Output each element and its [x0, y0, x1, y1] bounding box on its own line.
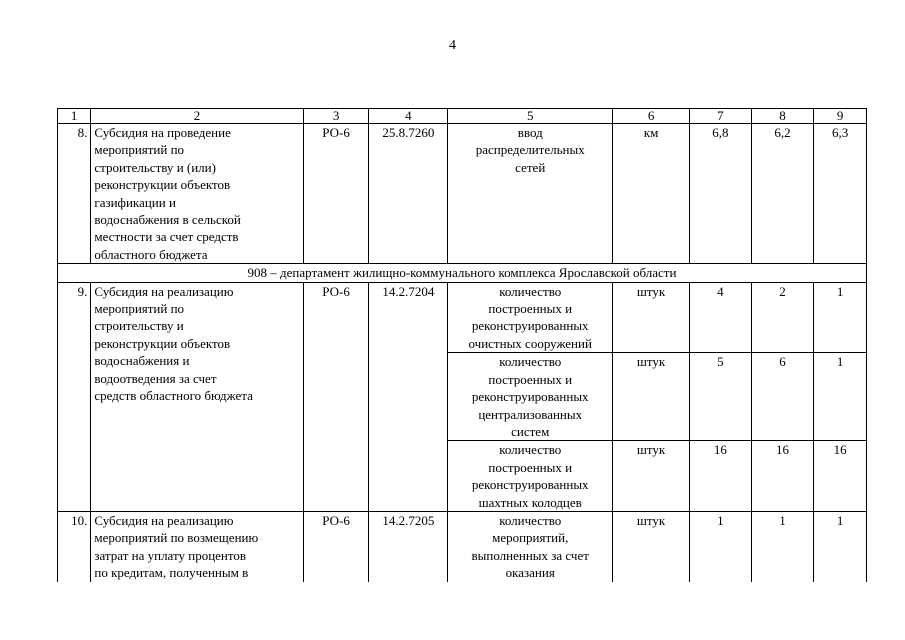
text-line: выполненных за счет [471, 547, 589, 563]
department-row [58, 264, 867, 282]
text-line: мероприятий по [94, 142, 185, 158]
column-header: 5 [448, 109, 613, 124]
budget-code: 14.2.7204 [369, 282, 448, 511]
text-line: построенных и [488, 371, 573, 387]
program-indicators-table [57, 108, 867, 582]
source-code: РО-6 [303, 282, 369, 511]
table-row [58, 511, 867, 581]
text-line: мероприятий по [94, 301, 185, 317]
value-year-2: 16 [751, 441, 814, 512]
value-year-2: 6,2 [751, 124, 814, 264]
value-year-3: 6,3 [814, 124, 867, 264]
column-header: 7 [689, 109, 751, 124]
budget-code: 25.8.7260 [369, 124, 448, 264]
unit: штук [613, 511, 690, 581]
column-number-row [58, 109, 867, 124]
text-line: областного бюджета [94, 246, 208, 262]
value-year-2: 2 [751, 282, 814, 353]
text-line: средств областного бюджета [94, 388, 253, 404]
text-line: местности за счет средств [94, 229, 239, 245]
text-line: количество [499, 354, 562, 370]
value-year-1: 16 [689, 441, 751, 512]
row-number: 8. [58, 124, 91, 264]
text-line: водоснабжения и [94, 353, 190, 369]
column-header: 1 [58, 109, 91, 124]
text-line: реконструкции объектов [94, 177, 231, 193]
text-line: Субсидия на реализацию [94, 512, 234, 528]
department-title: 908 – департамент жилищно-коммунального комплекса Ярославской области [58, 264, 867, 282]
text-line: реконструированных [471, 389, 589, 405]
text-line: мероприятий, [492, 530, 569, 546]
measure-name [91, 282, 303, 511]
column-header: 3 [303, 109, 369, 124]
text-line: газификации и [94, 194, 176, 210]
text-line: распределительных [475, 142, 585, 158]
text-line: ввод [517, 125, 543, 140]
measure-name [91, 124, 303, 264]
text-line: очистных сооружений [468, 335, 592, 351]
text-line: систем [511, 423, 550, 439]
source-code: РО-6 [303, 511, 369, 581]
unit: штук [613, 441, 690, 512]
value-year-2: 6 [751, 353, 814, 441]
indicator-name [448, 441, 613, 512]
column-header: 8 [751, 109, 814, 124]
page-number: 4 [449, 38, 456, 53]
value-year-1: 6,8 [689, 124, 751, 264]
indicator-name [448, 511, 613, 581]
text-line: строительству и [94, 318, 184, 334]
text-line: количество [499, 512, 562, 528]
indicator-name [448, 353, 613, 441]
value-year-1: 1 [689, 511, 751, 581]
text-line: централизованных [478, 406, 583, 422]
budget-code: 14.2.7205 [369, 511, 448, 581]
text-line: количество [499, 442, 562, 458]
measure-name [91, 511, 303, 581]
value-year-3: 1 [814, 353, 867, 441]
table-row [58, 124, 867, 264]
text-line: Субсидия на реализацию [94, 283, 234, 299]
text-line: реконструированных [471, 477, 589, 493]
text-line: построенных и [488, 301, 573, 317]
text-line: по кредитам, полученным в [94, 565, 249, 581]
row-number: 9. [58, 282, 91, 511]
indicator-name [448, 124, 613, 264]
row-number: 10. [58, 511, 91, 581]
value-year-3: 1 [814, 511, 867, 581]
column-header: 9 [814, 109, 867, 124]
value-year-1: 5 [689, 353, 751, 441]
unit: км [613, 124, 690, 264]
text-line: оказания [505, 565, 555, 581]
text-line: мероприятий по возмещению [94, 530, 259, 546]
text-line: водоснабжения в сельской [94, 212, 241, 228]
text-line: построенных и [488, 459, 573, 475]
table-row [58, 282, 867, 353]
column-header: 4 [369, 109, 448, 124]
text-line: шахтных колодцев [478, 494, 582, 510]
text-line: реконструированных [471, 318, 589, 334]
text-line: водоотведения за счет [94, 370, 217, 386]
unit: штук [613, 353, 690, 441]
text-line: затрат на уплату процентов [94, 547, 247, 563]
unit: штук [613, 282, 690, 353]
source-code: РО-6 [303, 124, 369, 264]
text-line: количество [499, 283, 562, 299]
value-year-3: 16 [814, 441, 867, 512]
text-line: реконструкции объектов [94, 335, 231, 351]
column-header: 2 [91, 109, 303, 124]
value-year-1: 4 [689, 282, 751, 353]
value-year-2: 1 [751, 511, 814, 581]
text-line: строительству и (или) [94, 159, 216, 175]
column-header: 6 [613, 109, 690, 124]
text-line: Субсидия на проведение [94, 125, 231, 140]
text-line: сетей [515, 159, 546, 175]
indicator-name [448, 282, 613, 353]
value-year-3: 1 [814, 282, 867, 353]
